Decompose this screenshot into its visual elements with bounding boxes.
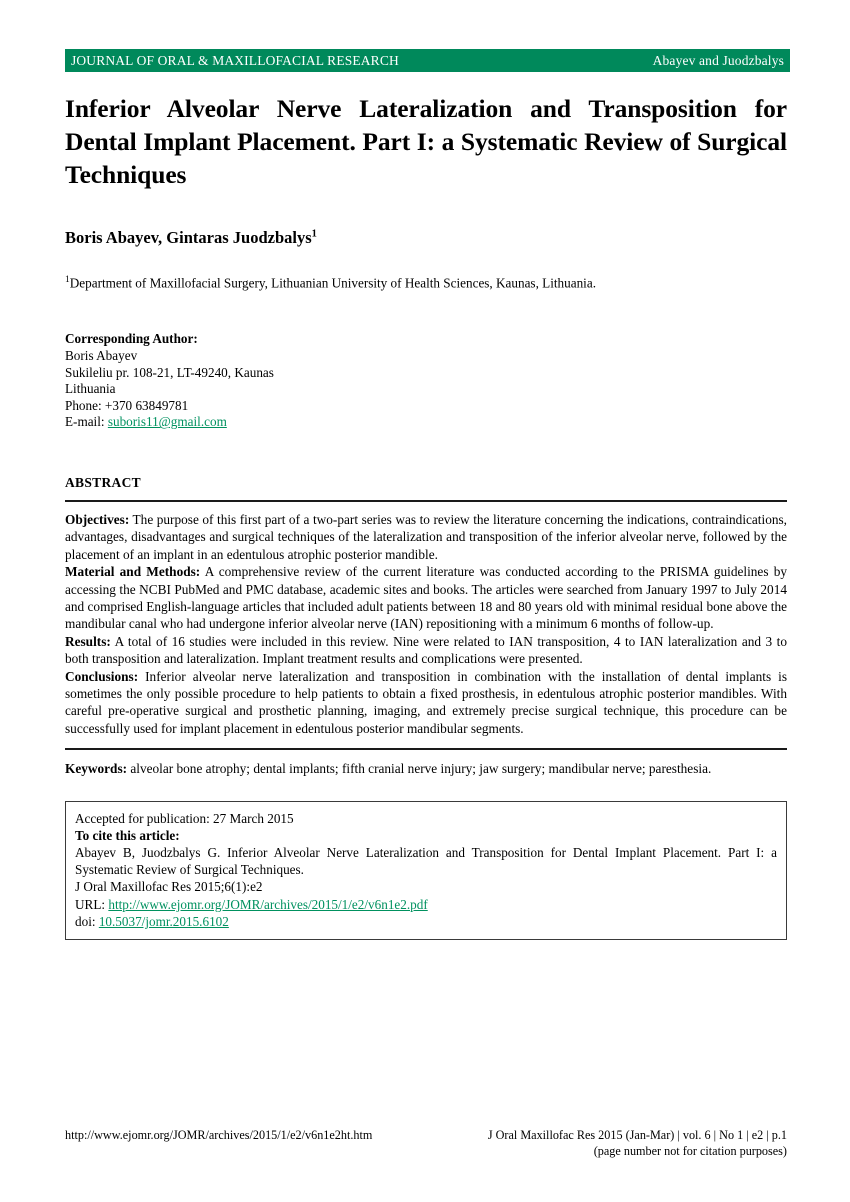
abstract-label-objectives: Objectives: bbox=[65, 511, 130, 527]
email-link[interactable]: suboris11@gmail.com bbox=[107, 414, 227, 430]
cite-heading: To cite this article: bbox=[75, 827, 180, 843]
page-title: Inferior Alveolar Nerve Lateralization and Transposition for Dental Implant Placement. Part I: a Systematic Review of Surgical Techniques bbox=[65, 94, 787, 189]
full-citation: Abayev B, Juodzbalys G. Inferior Alveolar Nerve Lateralization and Transposition for Dental Implant Placement. Part I: a Systematic Review of Surgical Techniques. bbox=[75, 845, 777, 878]
corresponding-author-block bbox=[65, 291, 787, 431]
author-list bbox=[65, 191, 787, 248]
abstract-body bbox=[65, 502, 787, 737]
corresponding-author-phone: Phone: +370 63849781 bbox=[65, 397, 189, 413]
url-row bbox=[75, 896, 777, 913]
author-names: Boris Abayev, Gintaras Juodzbalys bbox=[65, 228, 312, 247]
abstract-text-results: A total of 16 studies were included in this review. Nine were related to IAN transposition, 4 to IAN lateralization and 3 to both transposition and lateralization. Implant treatment results and complications were presented. bbox=[65, 633, 787, 667]
abstract-label-conclusions: Conclusions: bbox=[65, 668, 139, 684]
keywords-label: Keywords: bbox=[65, 761, 128, 777]
footer-volume-line: J Oral Maxillofac Res 2015 (Jan-Mar) | vol. 6 | No 1 | e2 | p.1 bbox=[487, 1128, 787, 1142]
abstract-text-methods: A comprehensive review of the current literature was conducted according to the PRISMA guidelines by accessing the NCBI PubMed and PMC database, academic sites and books. The articles were searched from January 1997 to July 2014 and comprised English-language articles that included adult patients between 18 and 80 years old with minimal residual bone above the mandibular canal who had undergone inferior alveolar nerve (IAN) repositioning with a minimum 6 months of follow-up. bbox=[65, 564, 788, 632]
url-label: URL: bbox=[75, 896, 106, 912]
content-column bbox=[65, 92, 787, 940]
author-affiliation-marker: 1 bbox=[311, 228, 317, 240]
journal-reference: J Oral Maxillofac Res 2015;6(1):e2 bbox=[75, 879, 263, 895]
abstract-label-methods: Material and Methods: bbox=[65, 564, 201, 580]
affiliation bbox=[65, 248, 787, 291]
corresponding-author-name: Boris Abayev bbox=[65, 347, 138, 363]
keywords-line bbox=[65, 750, 787, 777]
journal-name: JOURNAL OF ORAL & MAXILLOFACIAL RESEARCH bbox=[71, 52, 399, 68]
corresponding-author-country: Lithuania bbox=[65, 381, 116, 397]
running-head-bar bbox=[65, 49, 790, 72]
corresponding-author-email-row bbox=[65, 414, 787, 431]
abstract-text-conclusions: Inferior alveolar nerve lateralization and transposition in combination with the installation of dental implants is sometimes the only possible procedure to help patients to obtain a fixed prosthesis, in edentulous atrophic posterior mandibles. With careful pre-operative surgical and prosthetic planning, imaging, and extremely precise surgical technique, this procedure can be successfully used for implant placement in edentulous posterior mandibular segments. bbox=[65, 668, 787, 736]
corresponding-author-heading: Corresponding Author: bbox=[65, 331, 198, 347]
keywords-text: alveolar bone atrophy; dental implants; fifth cranial nerve injury; jaw surgery; mandibular nerve; paresthesia. bbox=[127, 761, 712, 777]
page-footer bbox=[65, 1127, 787, 1159]
footer-citation-info bbox=[488, 1127, 787, 1159]
abstract-heading: ABSTRACT bbox=[65, 474, 141, 490]
citation-box bbox=[65, 801, 787, 940]
abstract-section-methods bbox=[65, 563, 787, 633]
corresponding-author-address: Sukileliu pr. 108-21, LT-49240, Kaunas bbox=[65, 364, 274, 380]
footer-row bbox=[65, 1127, 787, 1159]
accepted-date: Accepted for publication: 27 March 2015 bbox=[75, 810, 294, 826]
doi-label: doi: bbox=[75, 913, 96, 929]
email-label: E-mail: bbox=[65, 414, 105, 430]
doi-link[interactable]: 10.5037/jomr.2015.6102 bbox=[98, 913, 229, 929]
running-head-authors: Abayev and Juodzbalys bbox=[652, 52, 784, 68]
abstract-text-objectives: The purpose of this first part of a two-part series was to review the literature concerning the indications, contraindications, advantages, disadvantages and surgical techniques of the lateralization and transposition of the inferior alveolar nerve, followed by the placement of an implant in an edentulous atrophic posterior mandible. bbox=[65, 511, 787, 562]
footer-url: http://www.ejomr.org/JOMR/archives/2015/1/e2/v6n1e2ht.htm bbox=[65, 1128, 373, 1142]
abstract-section-results bbox=[65, 633, 787, 668]
article-url-link[interactable]: http://www.ejomr.org/JOMR/archives/2015/1/e2/v6n1e2.pdf bbox=[108, 896, 428, 912]
affiliation-marker: 1 bbox=[65, 275, 70, 285]
footer-page-note: (page number not for citation purposes) bbox=[593, 1144, 787, 1158]
affiliation-text: Department of Maxillofacial Surgery, Lithuanian University of Health Sciences, Kaunas, Lithuania. bbox=[69, 275, 596, 291]
abstract-section-conclusions bbox=[65, 668, 787, 738]
abstract-label-results: Results: bbox=[65, 633, 111, 649]
abstract-section-objectives bbox=[65, 511, 787, 563]
doi-row bbox=[75, 913, 777, 930]
